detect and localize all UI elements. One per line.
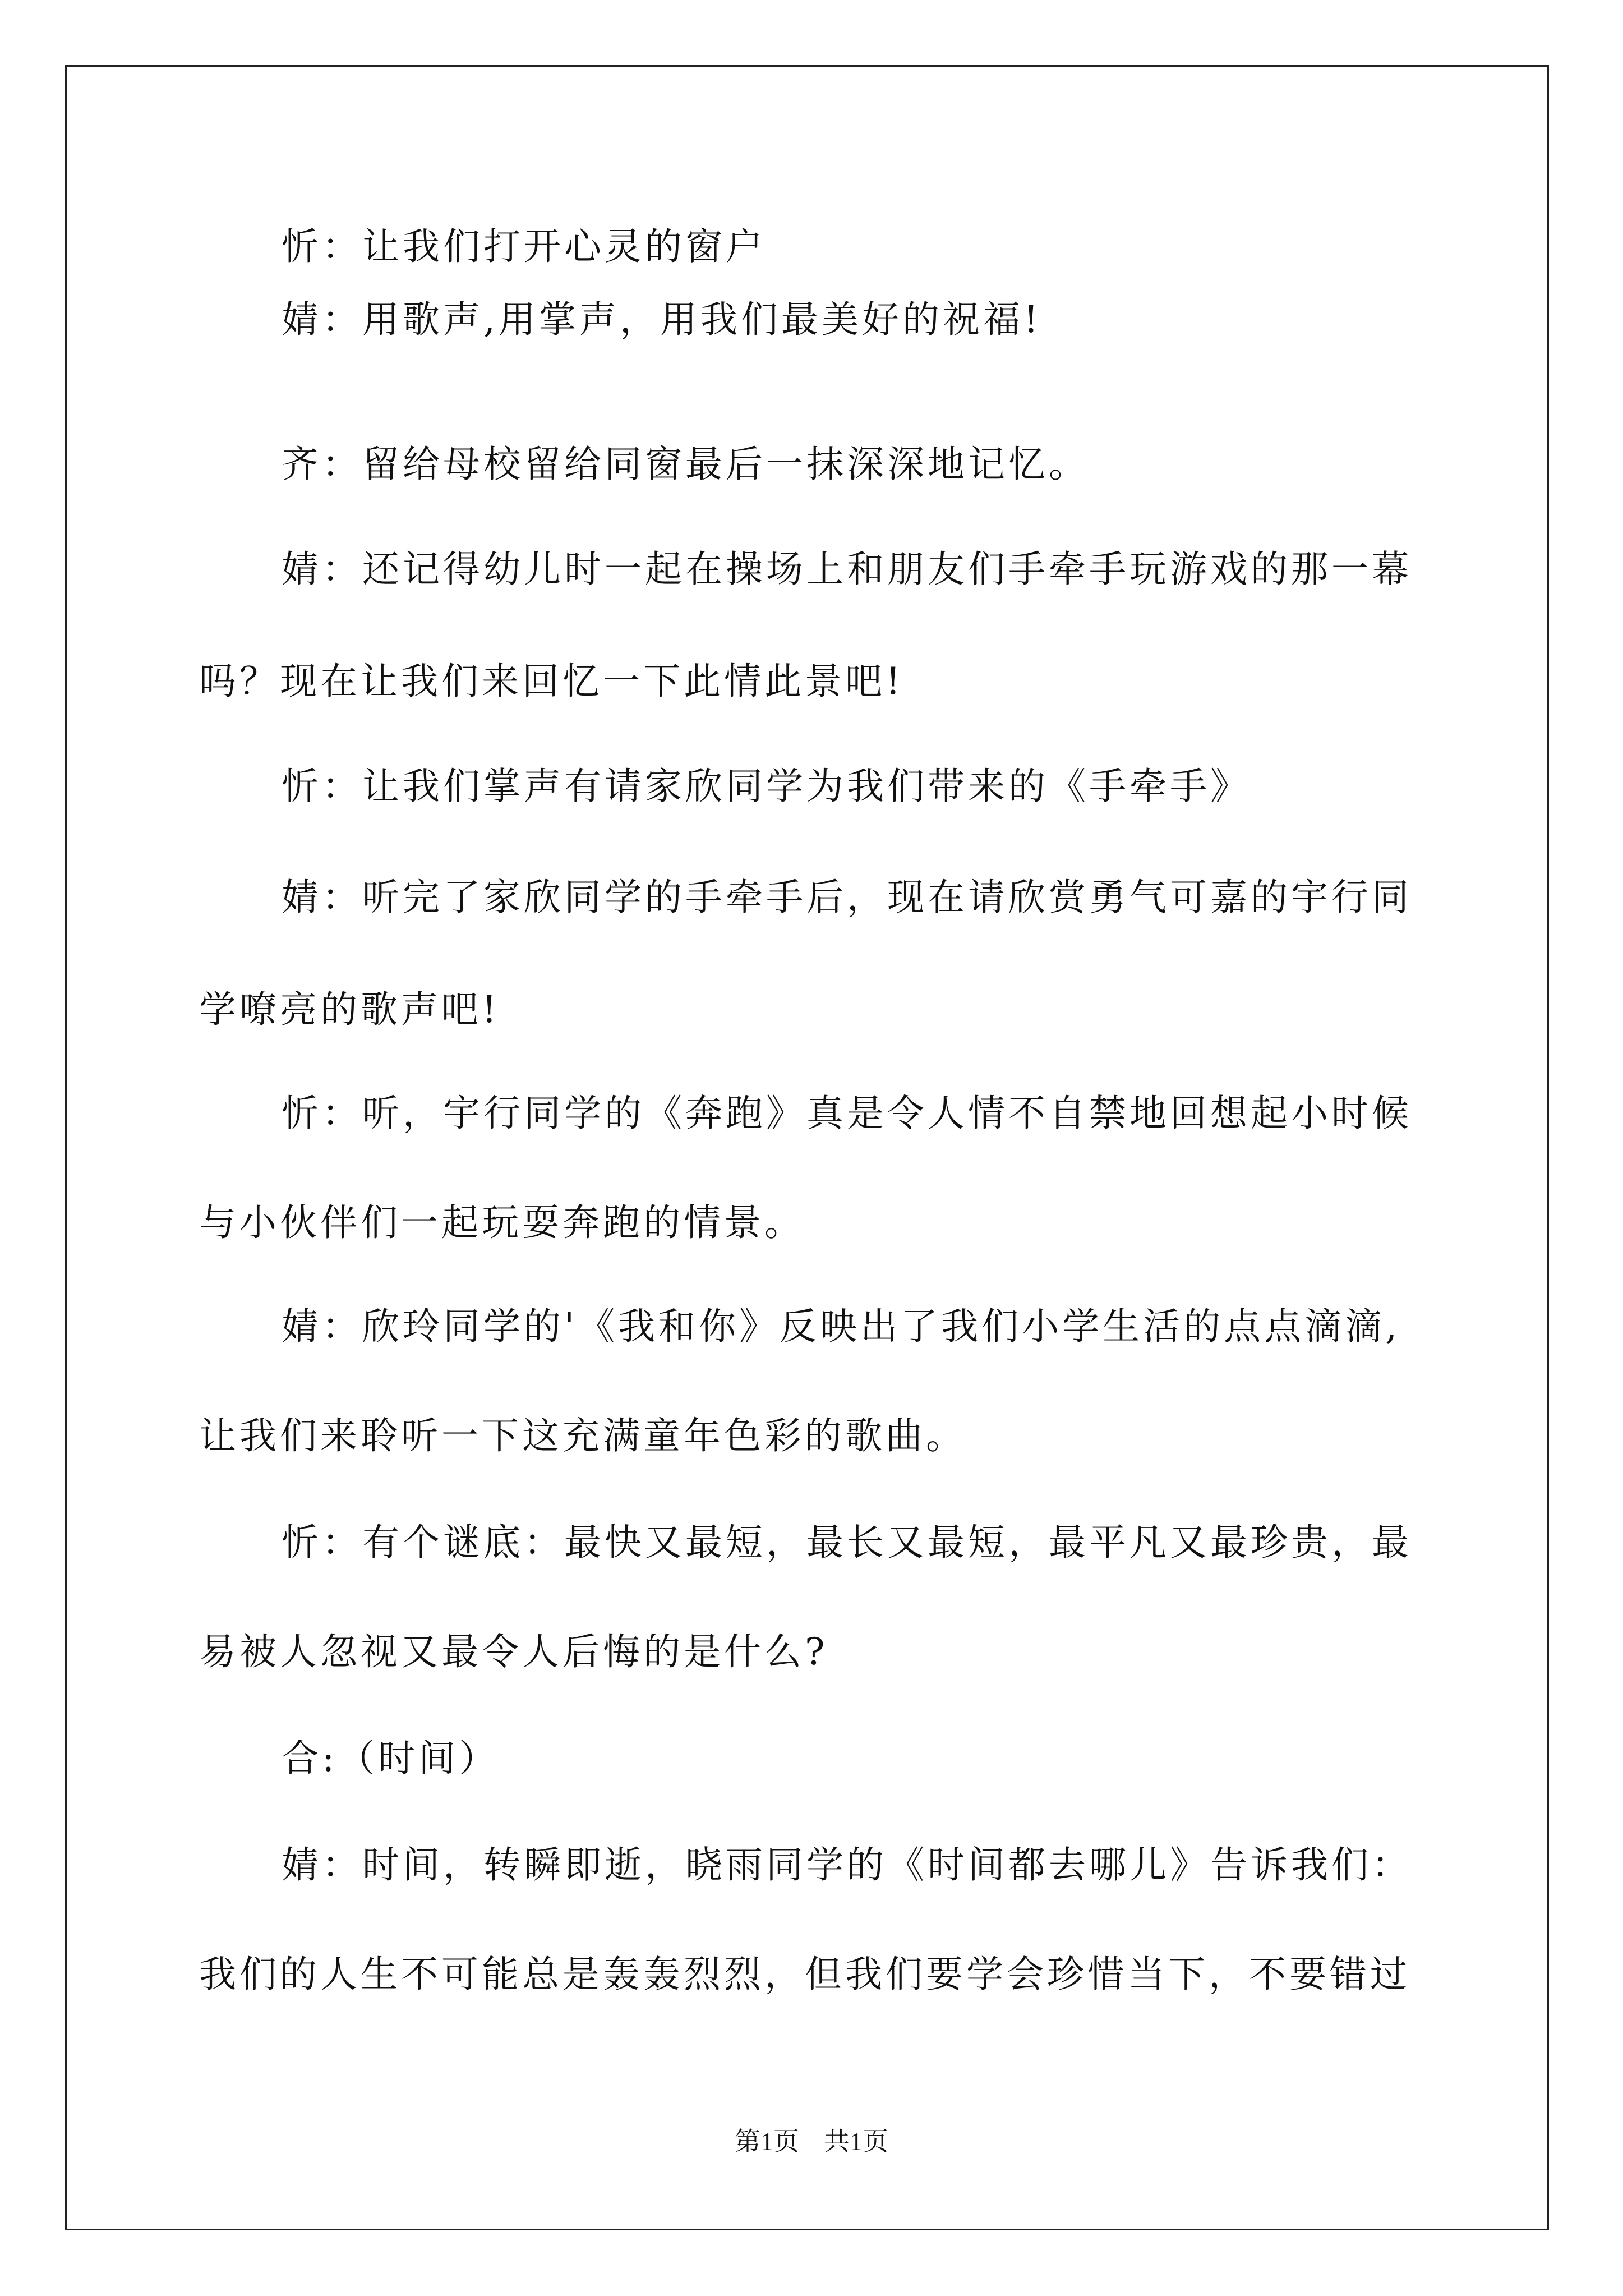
dialogue-line: 婧：还记得幼儿时一起在操场上和朋友们手牵手玩游戏的那一幕 — [282, 547, 1412, 591]
page-number: 第1页 — [735, 2127, 799, 2156]
dialogue-line: 忻：让我们掌声有请家欣同学为我们带来的《手牵手》 — [282, 765, 1251, 808]
page-footer — [0, 2126, 1623, 2157]
dialogue-line: 让我们来聆听一下这充满童年色彩的歌曲。 — [199, 1414, 966, 1457]
dialogue-line: 齐：留给母校留给同窗最后一抹深深地记忆。 — [282, 443, 1089, 486]
dialogue-line: 忻：听，宇行同学的《奔跑》真是令人情不自禁地回想起小时候 — [282, 1092, 1412, 1135]
dialogue-line: 婧：用歌声,用掌声，用我们最美好的祝福! — [282, 298, 1042, 341]
dialogue-line: 婧：欣玲同学的'《我和你》反映出了我们小学生活的点点滴滴, — [282, 1305, 1401, 1348]
dialogue-line: 婧：听完了家欣同学的手牵手后，现在请欣赏勇气可嘉的宇行同 — [282, 876, 1412, 919]
dialogue-line: 我们的人生不可能总是轰轰烈烈，但我们要学会珍惜当下，不要错过 — [199, 1953, 1410, 1996]
dialogue-line: 婧：时间，转瞬即逝，晓雨同学的《时间都去哪儿》告诉我们： — [282, 1843, 1412, 1887]
page-border — [65, 65, 1549, 2230]
dialogue-line: 学嘹亮的歌声吧! — [199, 988, 500, 1031]
dialogue-line: 合:（时间） — [282, 1737, 500, 1780]
dialogue-line: 忻：有个谜底：最快又最短，最长又最短，最平凡又最珍贵，最 — [282, 1521, 1412, 1564]
dialogue-line: 易被人忽视又最令人后悔的是什么? — [199, 1630, 828, 1673]
page-total: 共1页 — [824, 2127, 888, 2156]
dialogue-line: 与小伙伴们一起玩耍奔跑的情景。 — [199, 1201, 805, 1244]
dialogue-line: 忻：让我们打开心灵的窗户 — [282, 225, 766, 268]
dialogue-line: 吗？现在让我们来回忆一下此情此景吧! — [199, 660, 904, 703]
